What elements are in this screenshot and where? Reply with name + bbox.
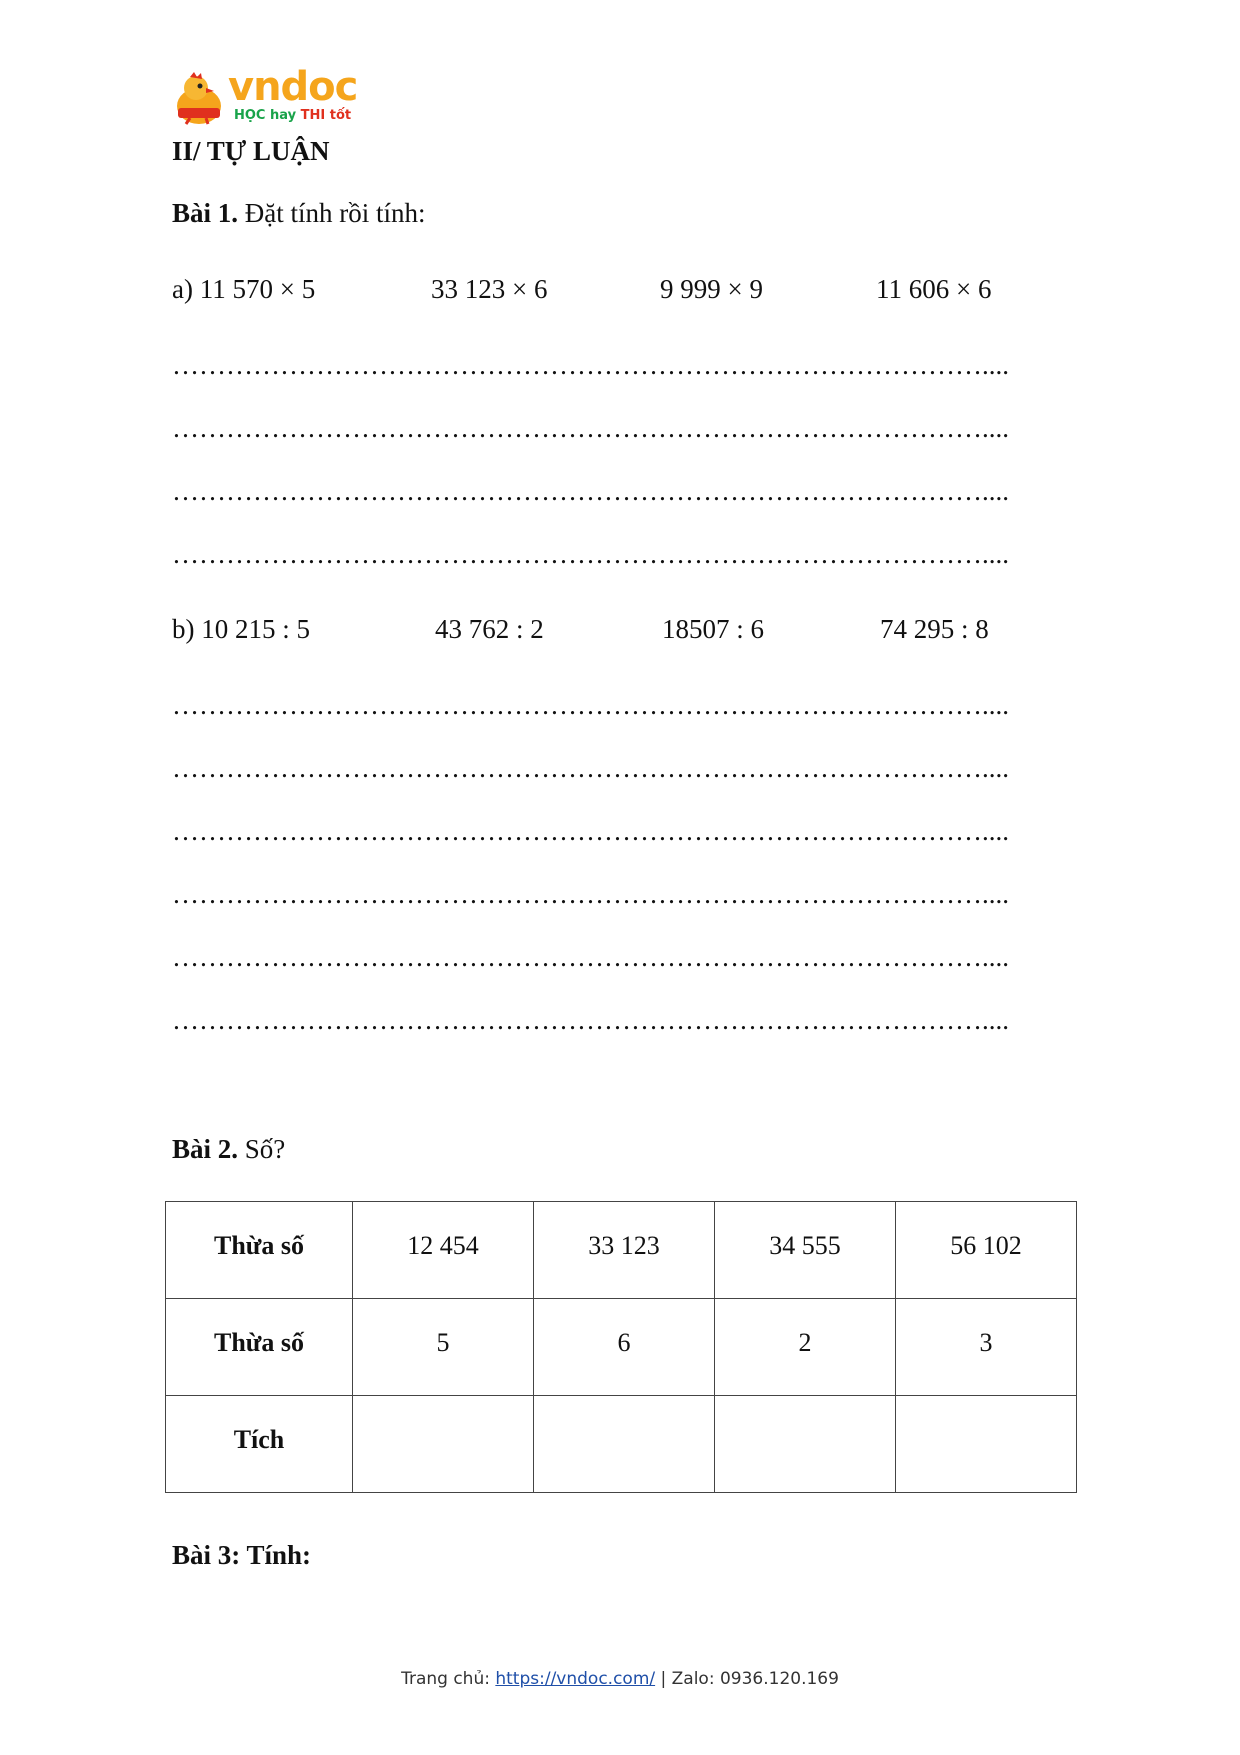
bai1-a-item-3: 9 999 × 9	[660, 274, 763, 304]
bai1-b-item-1: b) 10 215 : 5	[172, 614, 310, 644]
bai1-heading: Bài 1. Đặt tính rồi tính:	[172, 198, 426, 228]
vndoc-logo	[172, 64, 358, 130]
row-header: Tích	[166, 1396, 353, 1493]
bai2-heading: Bài 2. Số?	[172, 1134, 286, 1164]
bai3-heading: Bài 3: Tính:	[172, 1540, 312, 1570]
bai1-a-item-4: 11 606 × 6	[876, 274, 992, 304]
answer-line: ………………………………………………………………………………....	[172, 690, 1009, 720]
table-row	[166, 1299, 1077, 1396]
table-cell: 12 454	[353, 1202, 534, 1299]
row-header: Thừa số	[166, 1299, 353, 1396]
answer-cell[interactable]	[353, 1396, 534, 1493]
logo-tagline: HỌC hay THI tốt	[234, 108, 352, 123]
answer-line: ………………………………………………………………………………....	[172, 476, 1009, 506]
bai1-a-item-2: 33 123 × 6	[431, 274, 548, 304]
answer-line: ………………………………………………………………………………....	[172, 413, 1009, 443]
bai1-b-item-4: 74 295 : 8	[880, 614, 989, 644]
bai1-b-item-3: 18507 : 6	[662, 614, 765, 644]
bai1-a-item-1: a) 11 570 × 5	[172, 274, 316, 304]
table-row	[166, 1202, 1077, 1299]
table-row	[166, 1396, 1077, 1493]
table-cell: 5	[353, 1299, 534, 1396]
row-header: Thừa số	[166, 1202, 353, 1299]
section-title: II/ TỰ LUẬN	[172, 136, 330, 166]
table-cell: 6	[534, 1299, 715, 1396]
logo-wordmark: vndoc	[228, 64, 358, 110]
chick-mascot-icon	[172, 72, 226, 128]
table-cell: 33 123	[534, 1202, 715, 1299]
answer-line: ………………………………………………………………………………....	[172, 539, 1009, 569]
answer-cell[interactable]	[715, 1396, 896, 1493]
table-cell: 2	[715, 1299, 896, 1396]
homepage-link[interactable]: https://vndoc.com/	[495, 1669, 656, 1689]
answer-line: ………………………………………………………………………………....	[172, 1005, 1009, 1035]
answer-line: ………………………………………………………………………………....	[172, 350, 1009, 380]
table-cell: 3	[896, 1299, 1077, 1396]
answer-cell[interactable]	[534, 1396, 715, 1493]
answer-cell[interactable]	[896, 1396, 1077, 1493]
answer-line: ………………………………………………………………………………....	[172, 942, 1009, 972]
table-cell: 34 555	[715, 1202, 896, 1299]
answer-line: ………………………………………………………………………………....	[172, 753, 1009, 783]
answer-line: ………………………………………………………………………………....	[172, 816, 1009, 846]
page-footer: Trang chủ: https://vndoc.com/ | Zalo: 0936.120.169	[401, 1669, 839, 1689]
answer-line: ………………………………………………………………………………....	[172, 879, 1009, 909]
multiplication-table	[165, 1201, 1077, 1493]
table-cell: 56 102	[896, 1202, 1077, 1299]
bai1-b-item-2: 43 762 : 2	[435, 614, 544, 644]
